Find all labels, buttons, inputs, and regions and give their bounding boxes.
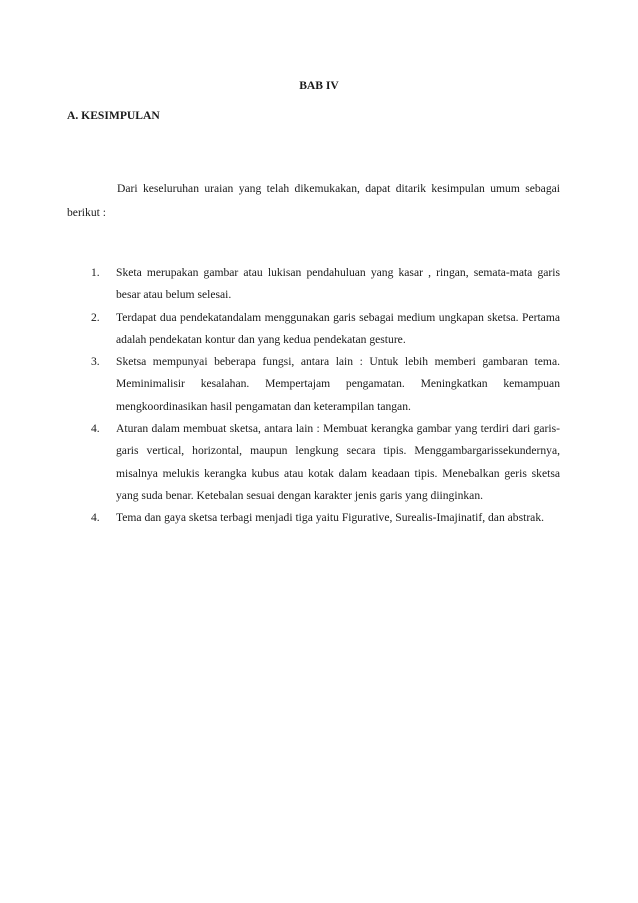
intro-paragraph: Dari keseluruhan uraian yang telah dikemukakan, dapat ditarik kesimpulan umum sebagai berikut : <box>67 182 560 219</box>
list-item-number: 3. <box>91 355 100 369</box>
list-item-number: 2. <box>91 310 100 324</box>
conclusion-list <box>91 262 560 530</box>
list-item <box>91 507 560 529</box>
list-item-number: 4. <box>91 511 100 525</box>
chapter-title: BAB IV <box>299 79 339 92</box>
list-item <box>91 418 560 507</box>
section-heading: A. KESIMPULAN <box>67 109 160 122</box>
list-item <box>91 262 560 307</box>
list-item-text: Terdapat dua pendekatandalam menggunakan garis sebagai medium ungkapan sketsa. Pertama adalah pendekatan kontur dan yang kedua pendekatan gesture. <box>116 310 560 346</box>
list-item-text: Sketsa mempunyai beberapa fungsi, antara lain : Untuk lebih memberi gambaran tema. Meminimalisir kesalahan. Mempertajam pengamatan. Meningkatkan kemampuan mengkoordinasikan hasil pengamatan dan keterampilan tangan. <box>116 355 560 413</box>
list-item-text: Tema dan gaya sketsa terbagi menjadi tiga yaitu Figurative, Surealis-Imajinatif, dan abstrak. <box>116 511 545 525</box>
list-item <box>91 307 560 352</box>
list-item <box>91 351 560 418</box>
list-item-text: Aturan dalam membuat sketsa, antara lain : Membuat kerangka gambar yang terdiri dari garis-garis vertical, horizontal, maupun lengkung secara tipis. Menggambargarissekundernya, misalnya melukis kerangka kubus atau kotak dalam keadaan tipis. Menebalkan geris sketsa yang suda benar. Ketebalan sesuai dengan karakter jenis garis yang diinginkan. <box>116 422 560 502</box>
list-item-text: Sketa merupakan gambar atau lukisan pendahuluan yang kasar , ringan, semata-mata garis besar atau belum selesai. <box>116 266 560 302</box>
list-item-number: 4. <box>91 422 100 436</box>
list-item-number: 1. <box>91 266 100 279</box>
